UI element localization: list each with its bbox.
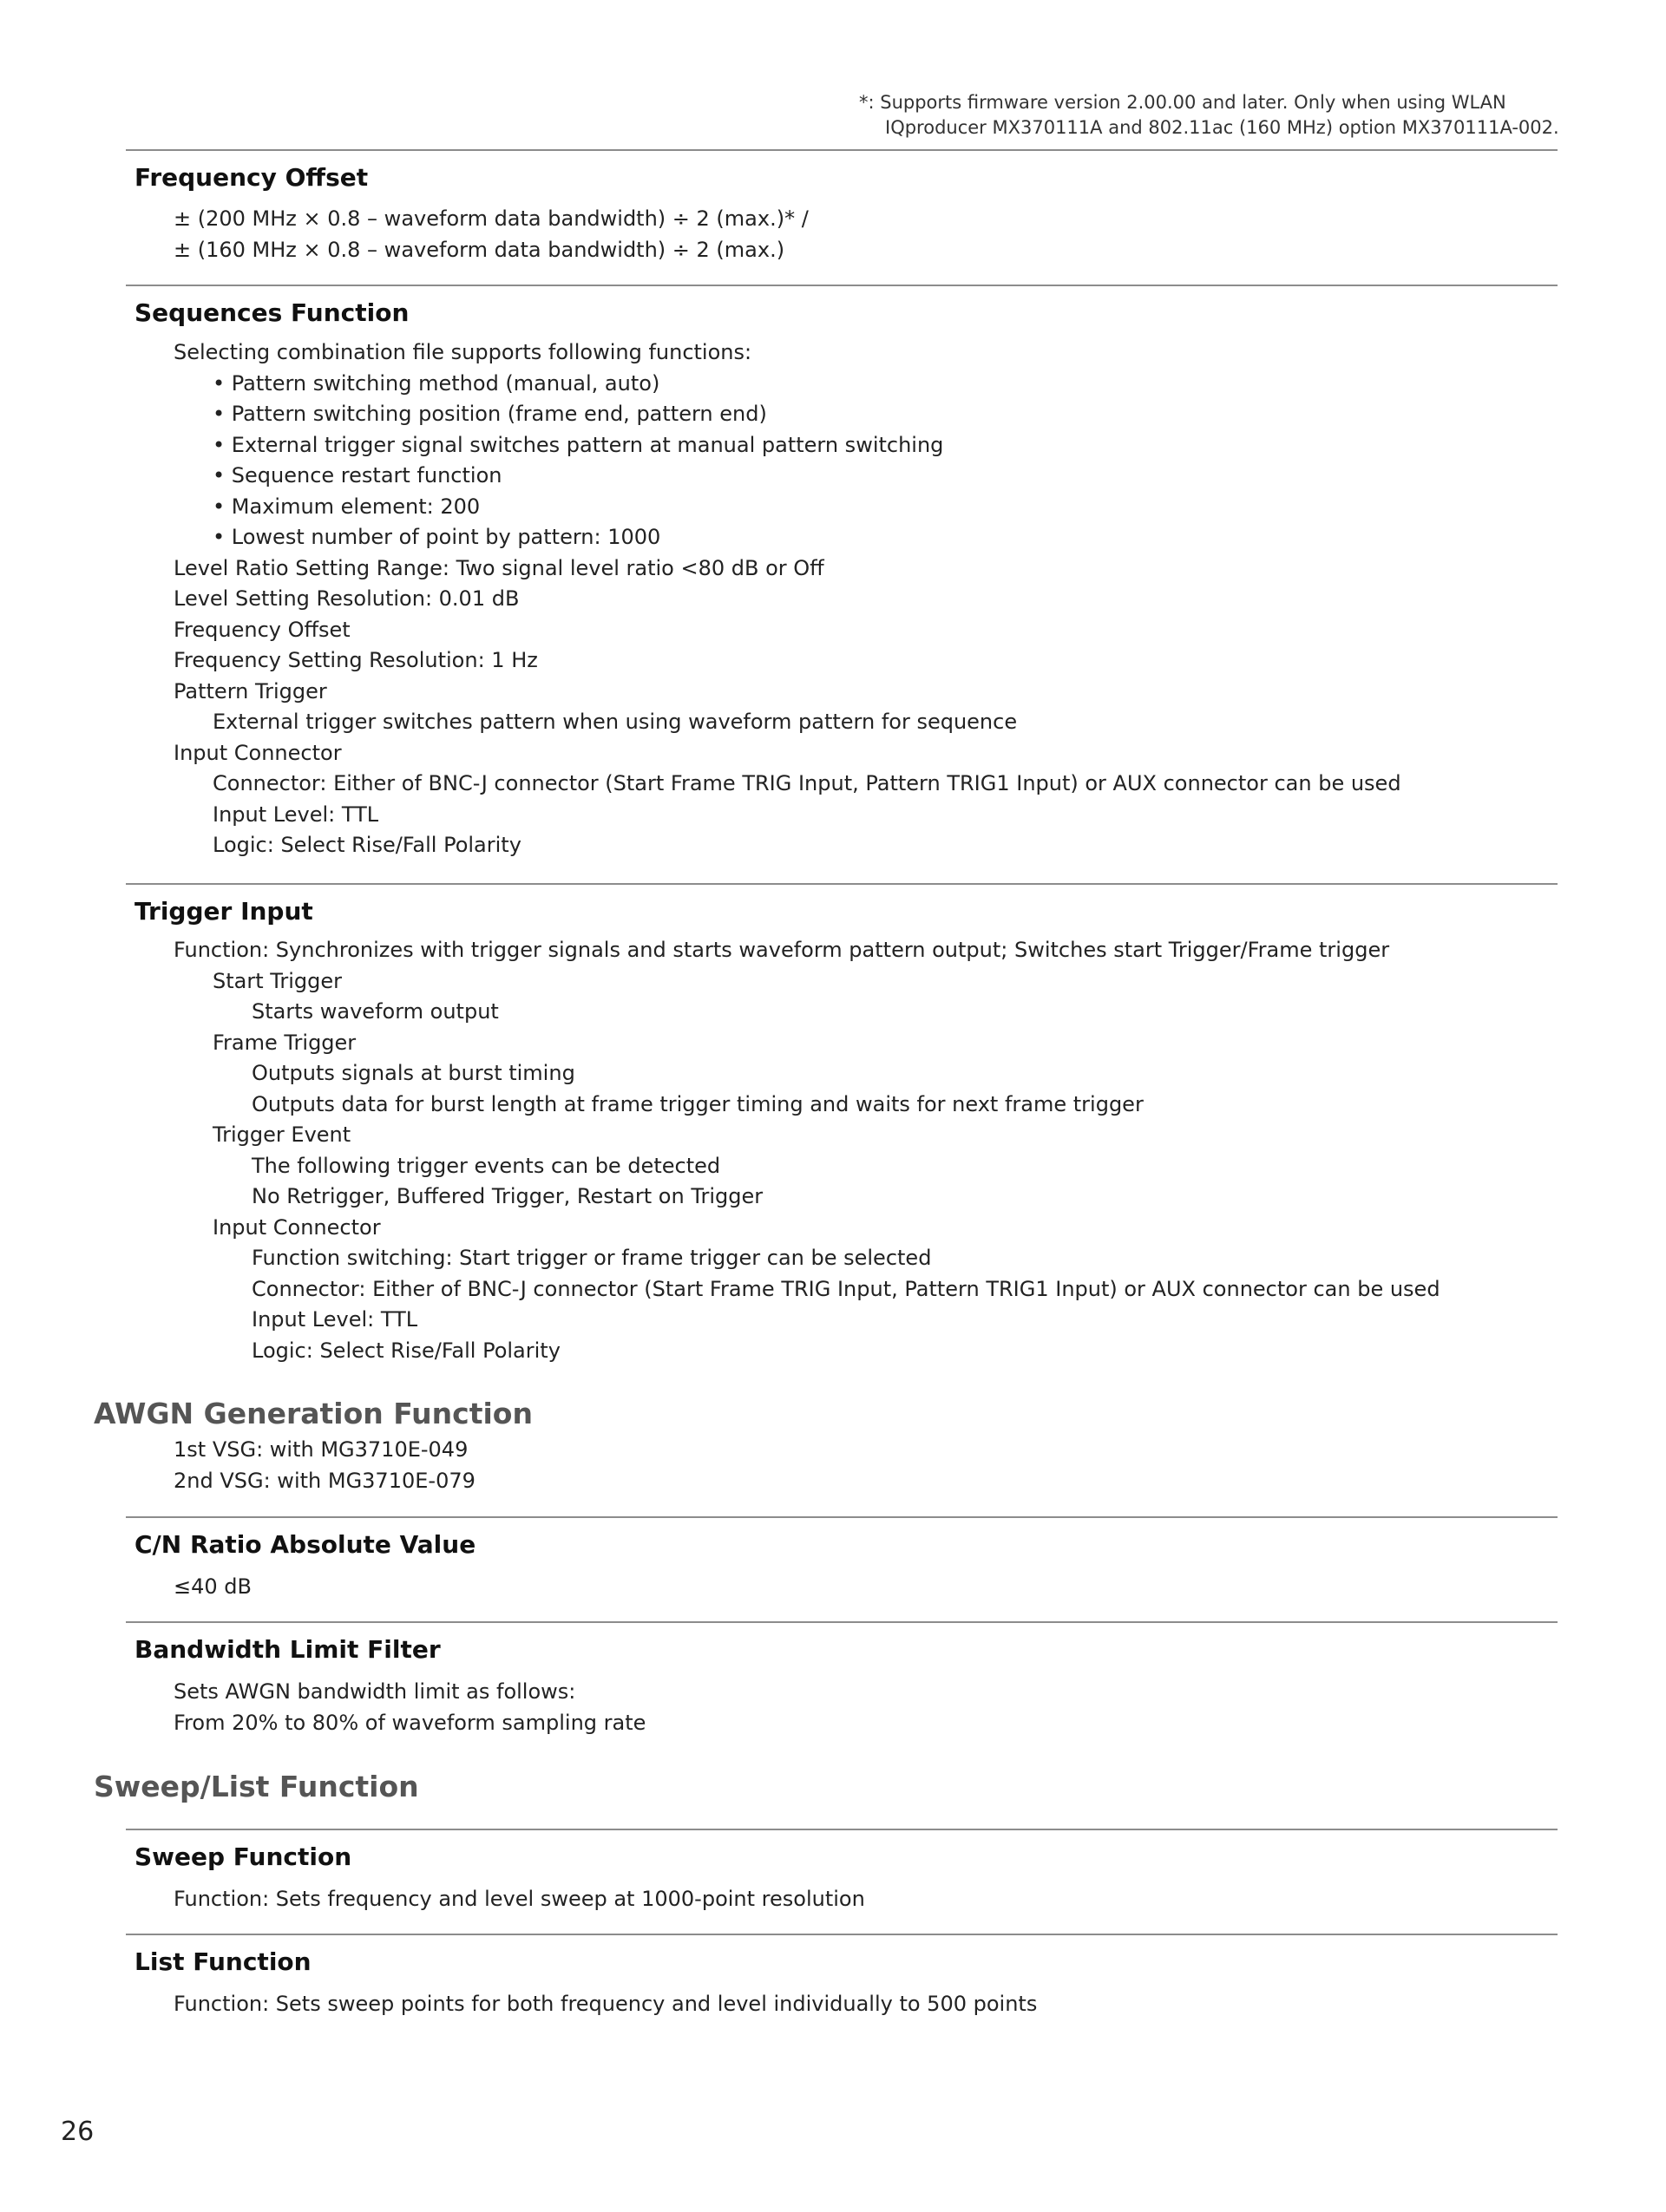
bandwidth-filter-line: From 20% to 80% of waveform sampling rate: [174, 1710, 646, 1735]
list-function-line: Function: Sets sweep points for both frequency and level individually to 500 points: [174, 1992, 1038, 2016]
sweep-function-title: Sweep Function: [134, 1842, 352, 1871]
trigger-detail: Logic: Select Rise/Fall Polarity: [252, 1338, 561, 1363]
section-cn-ratio: [126, 1516, 1558, 1599]
trigger-subheading: Start Trigger: [213, 968, 343, 993]
awgn-heading: AWGN Generation Function: [94, 1397, 533, 1430]
frequency-offset-title: Frequency Offset: [134, 163, 369, 192]
trigger-subheading: Frame Trigger: [213, 1030, 357, 1055]
bandwidth-filter-line: Sets AWGN bandwidth limit as follows:: [174, 1679, 576, 1704]
sequences-line: Selecting combination file supports following functions:: [174, 340, 752, 364]
footnote-line-2: IQproducer MX370111A and 802.11ac (160 MHz) option MX370111A-002.: [885, 117, 1559, 138]
section-trigger-input: [126, 883, 1558, 1363]
awgn-line: 2nd VSG: with MG3710E-079: [174, 1468, 476, 1493]
sequences-bullet: • Pattern switching method (manual, auto): [213, 370, 660, 396]
sequences-bullet: • Maximum element: 200: [213, 494, 481, 519]
sequences-subline: Connector: Either of BNC-J connector (Start Frame TRIG Input, Pattern TRIG1 Input) or AUX connector can be used: [213, 771, 1401, 795]
section-list-function: [126, 1934, 1558, 2016]
sequences-line: Frequency Setting Resolution: 1 Hz: [174, 648, 538, 672]
sequences-subline: Input Level: TTL: [213, 802, 379, 827]
trigger-detail: Connector: Either of BNC-J connector (Start Frame TRIG Input, Pattern TRIG1 Input) or AUX connector can be used: [252, 1276, 1440, 1301]
sequences-bullet: • External trigger signal switches pattern at manual pattern switching: [213, 432, 944, 457]
frequency-offset-line: ± (160 MHz × 0.8 – waveform data bandwidth) ÷ 2 (max.): [174, 237, 785, 262]
trigger-detail: Outputs data for burst length at frame trigger timing and waits for next frame trigger: [252, 1091, 1144, 1116]
sequences-line: Level Ratio Setting Range: Two signal level ratio <80 dB or Off: [174, 555, 824, 580]
trigger-detail: Function switching: Start trigger or frame trigger can be selected: [252, 1246, 932, 1270]
footnote: [859, 90, 1559, 141]
sequences-bullet: • Sequence restart function: [213, 463, 502, 488]
frequency-offset-line: ± (200 MHz × 0.8 – waveform data bandwidth) ÷ 2 (max.)* /: [174, 206, 809, 231]
sequences-line: Level Setting Resolution: 0.01 dB: [174, 586, 520, 611]
trigger-input-title: Trigger Input: [134, 897, 313, 926]
section-bandwidth-limit-filter: [126, 1621, 1558, 1735]
awgn-line: 1st VSG: with MG3710E-049: [174, 1437, 469, 1462]
section-sweep-function: [126, 1829, 1558, 1911]
sweep-function-line: Function: Sets frequency and level sweep at 1000-point resolution: [174, 1887, 865, 1911]
sequences-subline: Logic: Select Rise/Fall Polarity: [213, 833, 521, 857]
section-sequences-function: [126, 285, 1558, 857]
sequences-bullet: • Pattern switching position (frame end, pattern end): [213, 402, 767, 426]
sweep-list-heading: Sweep/List Function: [94, 1770, 419, 1803]
sequences-bullet: • Lowest number of point by pattern: 1000: [213, 525, 661, 549]
list-function-title: List Function: [134, 1947, 312, 1976]
sequences-line: Input Connector: [174, 740, 342, 765]
sequences-subline: External trigger switches pattern when using waveform pattern for sequence: [213, 710, 1018, 734]
sequences-line: Pattern Trigger: [174, 678, 327, 704]
cn-ratio-title: C/N Ratio Absolute Value: [134, 1530, 476, 1559]
footnote-line-1: *: Supports firmware version 2.00.00 and later. Only when using WLAN: [859, 92, 1506, 113]
trigger-subheading: Input Connector: [213, 1214, 381, 1240]
trigger-subheading: Trigger Event: [213, 1122, 351, 1147]
trigger-detail: The following trigger events can be detected: [252, 1153, 721, 1178]
sequences-line: Frequency Offset: [174, 617, 351, 642]
trigger-detail: Outputs signals at burst timing: [252, 1061, 575, 1085]
page-number: 26: [61, 2117, 95, 2147]
trigger-line: Function: Synchronizes with trigger signals and starts waveform pattern output; Switches start Trigger/Frame trigger: [174, 938, 1390, 962]
section-frequency-offset: [126, 149, 1558, 262]
bandwidth-filter-title: Bandwidth Limit Filter: [134, 1635, 441, 1664]
awgn-body: [174, 1435, 476, 1496]
cn-ratio-line: ≤40 dB: [174, 1574, 252, 1599]
trigger-detail: No Retrigger, Buffered Trigger, Restart on Trigger: [252, 1184, 764, 1208]
sequences-function-title: Sequences Function: [134, 298, 410, 327]
trigger-detail: Starts waveform output: [252, 999, 499, 1024]
trigger-detail: Input Level: TTL: [252, 1307, 418, 1332]
